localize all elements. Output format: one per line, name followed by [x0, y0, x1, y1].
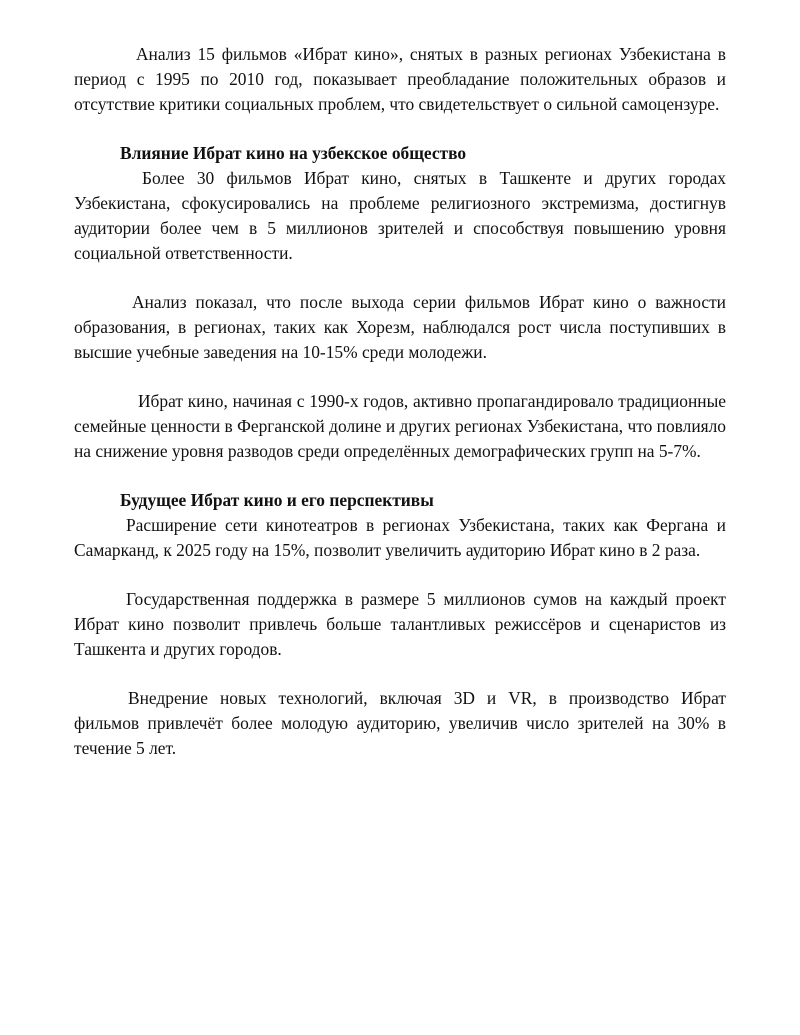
section-heading-future: Будущее Ибрат кино и его перспективы	[120, 490, 434, 510]
paragraph-education: Анализ показал, что после выхода серии фильмов Ибрат кино о важности образования, в регионах, таких как Хорезм, наблюдался рост числа поступивших в высшие учебные заведения на 10-15% среди молодежи.	[74, 292, 726, 362]
paragraph-new-technologies: Внедрение новых технологий, включая 3D и VR, в производство Ибрат фильмов привлечёт более молодую аудиторию, увеличив число зрителей на 30% в течение 5 лет.	[74, 688, 726, 758]
paragraph-cinema-network: Расширение сети кинотеатров в регионах Узбекистана, таких как Фергана и Самарканд, к 2025 году на 15%, позволит увеличить аудиторию Ибрат кино в 2 раза.	[74, 515, 726, 560]
intro-paragraph: Анализ 15 фильмов «Ибрат кино», снятых в разных регионах Узбекистана в период с 1995 по 2010 год, показывает преобладание положительных образов и отсутствие критики социальных проблем, что свидетельствует о сильной самоцензуре.	[74, 44, 726, 114]
paragraph-family-values: Ибрат кино, начиная с 1990-х годов, активно пропагандировало традиционные семейные ценности в Ферганской долине и других регионах Узбекистана, что повлияло на снижение уровня разводов среди определённых демографических групп на 5-7%.	[74, 391, 726, 461]
paragraph-extremism: Более 30 фильмов Ибрат кино, снятых в Ташкенте и других городах Узбекистана, сфокусировались на проблеме религиозного экстремизма, достигнув аудитории более чем в 5 миллионов зрителей и способствуя повышению уровня социальной ответственности.	[74, 168, 726, 263]
paragraph-state-support: Государственная поддержка в размере 5 миллионов сумов на каждый проект Ибрат кино позволит привлечь больше талантливых режиссёров и сценаристов из Ташкента и других городов.	[74, 589, 726, 659]
document-page	[74, 42, 726, 761]
section-heading-influence: Влияние Ибрат кино на узбекское общество	[120, 143, 467, 163]
